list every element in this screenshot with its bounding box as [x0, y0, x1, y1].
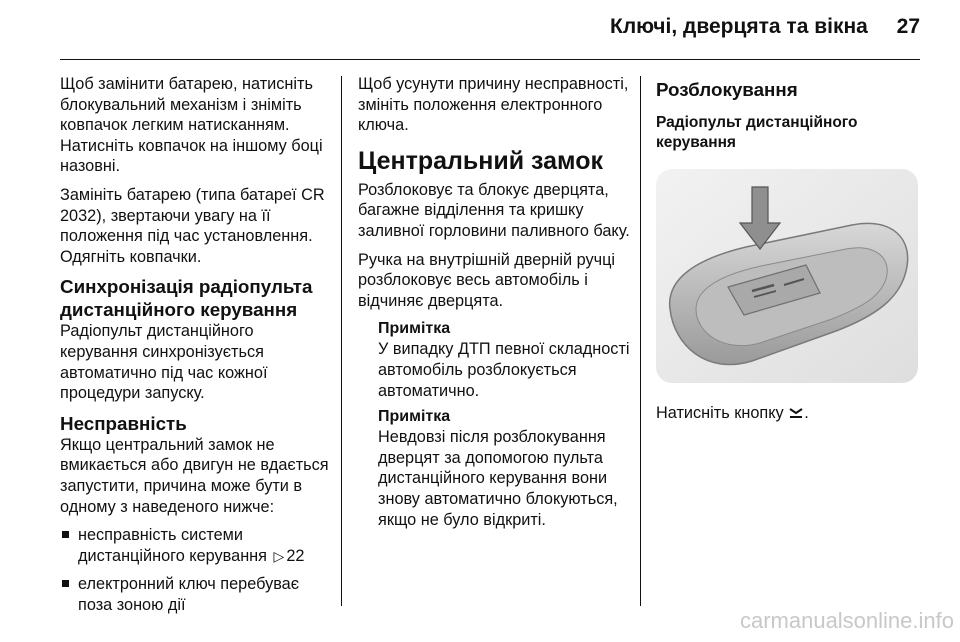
note-title: Примітка [378, 408, 451, 426]
cross-reference-page[interactable]: 22 [286, 546, 305, 565]
note-relock [358, 407, 634, 530]
list-item [60, 525, 332, 566]
list-item [60, 574, 332, 615]
heading-sync: Синхронізація радіопульта дистанційного керування [60, 276, 313, 321]
column-1 [60, 74, 332, 623]
heading-unlock: Розблокування [656, 79, 798, 100]
heading-fault: Несправність [60, 412, 187, 434]
page-number: 27 [896, 15, 920, 38]
column-divider-1 [341, 76, 342, 606]
paragraph-battery-type: Замініть батарею (типа батареї CR 2032), звертаючи увагу на її положення під час установлення. Одягніть ковпачки. [60, 185, 325, 266]
paragraph-battery-replace: Щоб замінити батарею, натисніть блокувальний механізм і зніміть ковпачок легким натисканням. Натисніть ковпачок на іншому боці назовні. [60, 75, 323, 176]
remote-key-illustration [656, 169, 918, 383]
unlock-button-icon [788, 405, 804, 426]
press-button-text: Натисніть кнопку [656, 403, 784, 422]
header-divider [60, 59, 920, 60]
bullet-square-icon [62, 531, 69, 538]
note-text: У випадку ДТП певної складності автомобіль розблокується автоматично. [378, 340, 630, 400]
paragraph-sync: Радіопульт дистанційного керування синхронізується автоматично під час кожної процедури запуску. [60, 322, 268, 403]
list-item-text: електронний ключ перебуває поза зоною дії [78, 575, 300, 614]
cross-reference-arrow-icon[interactable]: ▷ [273, 547, 285, 564]
column-divider-2 [640, 76, 641, 606]
column-2 [358, 74, 634, 536]
bullet-square-icon [62, 580, 69, 587]
list-item-text: несправність системи дистанційного керування [78, 526, 267, 565]
paragraph-press-button: Натисніть кнопку . [656, 403, 926, 426]
paragraph-fix-fault: Щоб усунути причину несправності, змініть положення електронного ключа. [358, 75, 629, 135]
note-text: Невдовзі після розблокування дверцят за допомогою пульта дистанційного керування вони знову автоматично блокуються, якщо не було відкриті. [378, 428, 618, 529]
heading-central-lock: Центральний замок [358, 146, 603, 175]
column-3 [656, 74, 926, 433]
paragraph-fault: Якщо центральний замок не вмикається або двигун не вдається запустити, причина може бути в одному з наведеного нижче: [60, 435, 329, 516]
note-accident [358, 319, 634, 401]
fault-list [60, 525, 332, 615]
watermark: carmanualsonline.info [739, 608, 954, 633]
note-title: Примітка [378, 320, 451, 338]
paragraph-central-lock: Розблоковує та блокує дверцята, багажне відділення та кришку заливної горловини паливного баку. [358, 180, 630, 240]
paragraph-door-handle: Ручка на внутрішній дверній ручці розблоковує весь автомобіль і відчиняє дверцята. [358, 250, 616, 310]
page-title: Ключі, дверцята та вікна [610, 15, 868, 38]
heading-remote-control: Радіопульт дистанційного керування [656, 114, 858, 151]
